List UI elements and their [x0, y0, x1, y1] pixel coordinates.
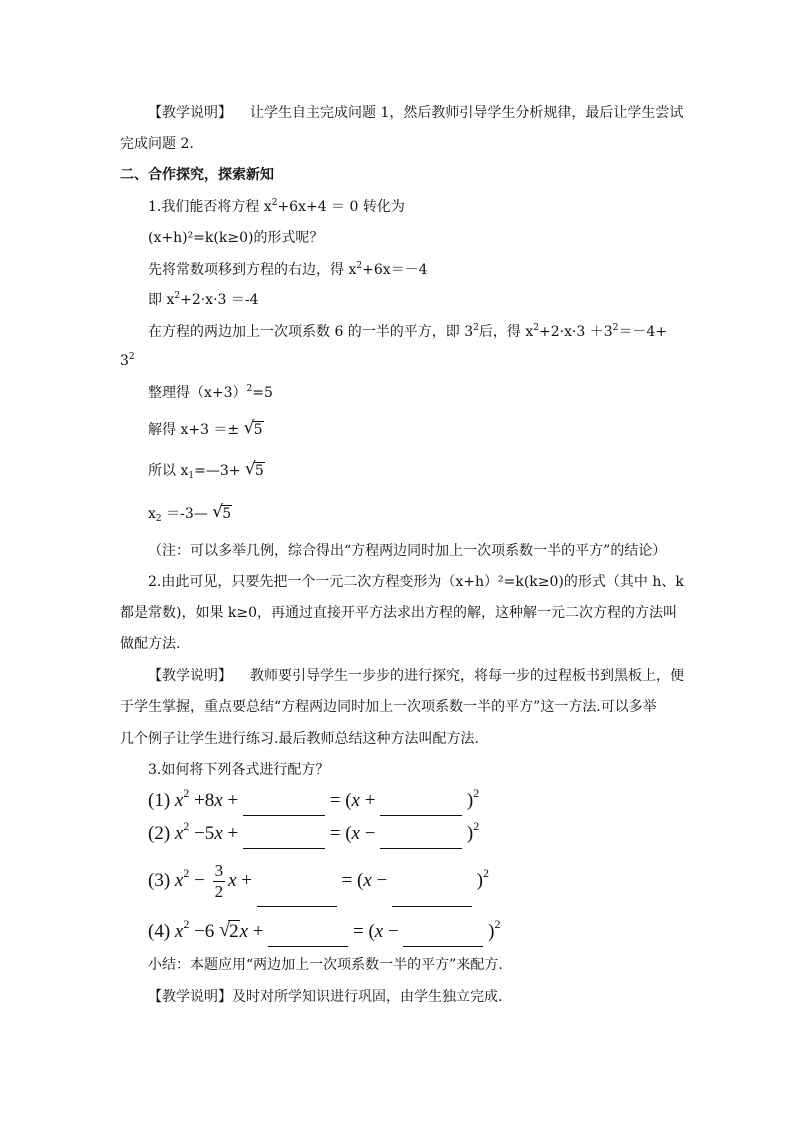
q2-line-3: 做配方法.: [120, 636, 181, 652]
q1-note: （注：可以多举几例，综合得出“方程两边同时加上一次项系数一半的平方”的结论）: [148, 543, 667, 559]
answer-blank[interactable]: [403, 922, 483, 947]
answer-blank[interactable]: [380, 791, 462, 816]
equation-2: (2) $x^2 -5x$ + = (x − )$^2$: [148, 822, 479, 849]
teaching-note-tag: 【教学说明】: [148, 989, 232, 1005]
teaching-note-2-line-3: 几个例子让学生进行练习.最后教师总结这种方法叫配方法.: [120, 731, 479, 747]
q1-line-8: 解得 x+3 ＝± √ 5: [148, 418, 263, 438]
teaching-note-1-line-2: 完成问题 2.: [120, 136, 194, 152]
teaching-note-2-line-1: 【教学说明】 教师要引导学生一步步的进行探究，将每一步的过程板书到黑板上，便: [148, 668, 684, 684]
sqrt-symbol: √ 2: [219, 919, 239, 942]
q1-line-3: 先将常数项移到方程的右边，得 $x^2+6x=-4$: [148, 261, 428, 278]
sqrt-symbol: √ 5: [243, 418, 263, 438]
q1-line-4: 即 $x^2+2\cdot x\cdot 3 =-4$: [148, 291, 259, 308]
answer-blank[interactable]: [243, 824, 325, 849]
sqrt-symbol: √ 5: [212, 502, 232, 522]
answer-blank[interactable]: [268, 922, 348, 947]
teaching-note-tag: 【教学说明】: [148, 105, 232, 121]
equation-1: (1) $x^2 +8x$ + = (x + )$^2$: [148, 789, 479, 816]
answer-blank[interactable]: [392, 860, 472, 907]
q1-line-7: 整理得$(x+3)^2=5$: [148, 384, 273, 401]
q3-title: 3.如何将下列各式进行配方？: [148, 762, 330, 778]
q1-line-1: 1.我们能否将方程 $x^2+6x+4 = 0$ 转化为: [148, 198, 405, 215]
teaching-note-1-line-1: [148, 104, 683, 122]
fraction: $\frac{3}{2}$: [214, 861, 224, 902]
answer-blank[interactable]: [380, 824, 462, 849]
section-title: 二、合作探究，探索新知: [120, 167, 274, 183]
equation-3: (3) $x^2$ − $\frac{3}{2}$ x + = (x − )$^2$: [148, 858, 489, 904]
equation-4: (4) $x^2 -6$ √ 2x + = (x − )$^2$: [148, 920, 501, 947]
teaching-note-tag: 【教学说明】: [148, 668, 232, 684]
answer-blank[interactable]: [243, 791, 325, 816]
q1-line-6: $3^2$: [120, 352, 135, 369]
q1-line-5: 在方程的两边加上一次项系数 6 的一半的平方，即 $3^2$后，得 $x^2+2\cdot x\cdot 3 +3^2=-4+$: [148, 323, 668, 340]
teaching-note-text: 让学生自主完成问题 1，然后教师引导学生分析规律，最后让学生尝试: [250, 105, 684, 121]
sqrt-symbol: √ 5: [244, 459, 264, 479]
q1-line-9: 所以 $x_1=—3+$ √ 5: [148, 459, 264, 481]
q1-line-10: $x_2$ ＝-3— √ 5: [148, 502, 232, 524]
teaching-note-2-line-2: 于学生掌握，重点要总结“方程两边同时加上一次项系数一半的平方”这一方法.可以多举: [120, 699, 657, 715]
q1-line-2: (x+h)²=k(k≥0)的形式呢？: [148, 230, 324, 246]
answer-blank[interactable]: [257, 860, 337, 907]
summary: 小结：本题应用“两边加上一次项系数一半的平方”来配方.: [148, 957, 503, 973]
teaching-note-3: 【教学说明】及时对所学知识进行巩固，由学生独立完成.: [148, 989, 503, 1005]
q2-line-2: 都是常数)，如果 k≥0，再通过直接开平方法求出方程的解，这种解一元二次方程的方法叫: [120, 605, 678, 621]
q2-line-1: 2.由此可见，只要先把一个一元二次方程变形为（x+h）²=k(k≥0)的形式（其中 h、k: [148, 574, 684, 590]
